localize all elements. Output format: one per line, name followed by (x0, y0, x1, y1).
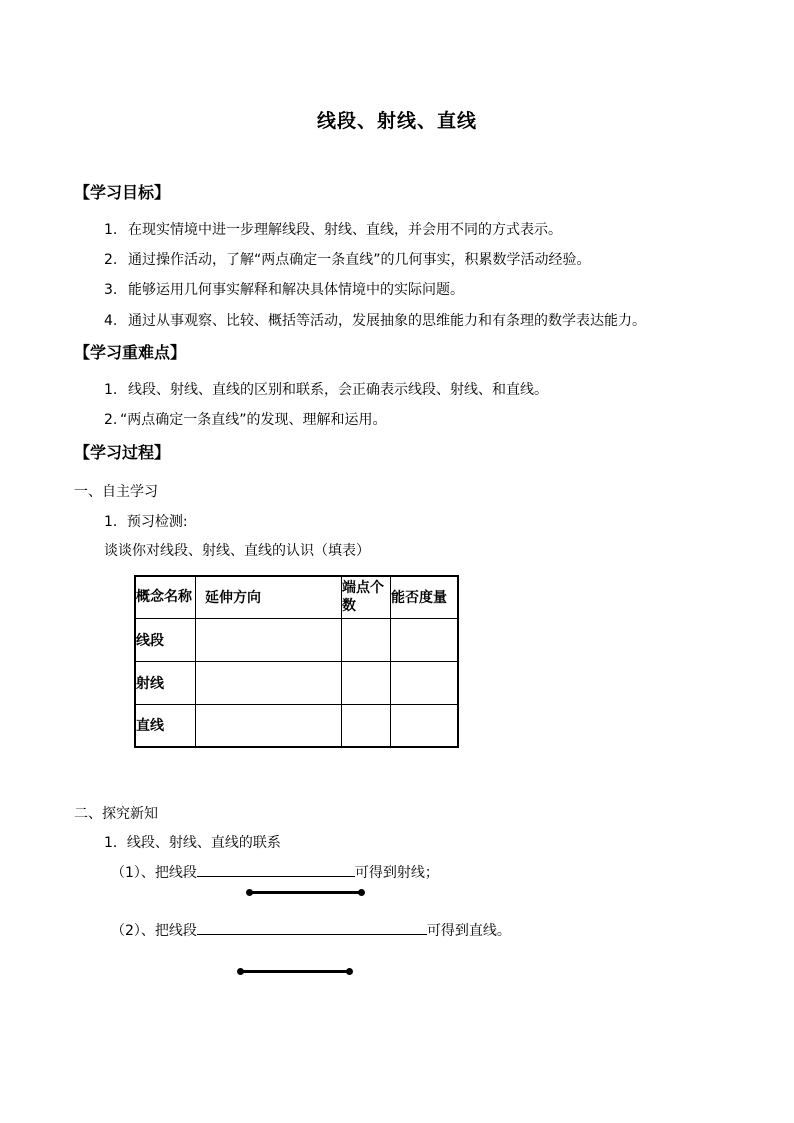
table-row (135, 618, 458, 661)
objective-text: 通过从事观察、比较、概括等活动，发展抽象的思维能力和有条理的数学表达能力。 (128, 313, 646, 329)
table-row-label: 射线 (135, 661, 196, 704)
table-cell-blank[interactable] (196, 661, 342, 704)
answer-blank-1[interactable] (197, 862, 355, 877)
process-heading: 【学习过程】 (74, 443, 171, 462)
key-point-item (104, 409, 387, 429)
key-point-text: 线段、射线、直线的区别和联系，会正确表示线段、射线、和直线。 (128, 382, 548, 398)
key-point-text: “两点确定一条直线”的发现、理解和运用。 (120, 412, 387, 428)
concept-table (134, 575, 459, 748)
objective-num: 4. (104, 313, 118, 329)
table-cell-blank[interactable] (342, 704, 391, 747)
table-row (135, 661, 458, 704)
table-header-cell: 端点个数 (342, 576, 391, 618)
table-cell-blank[interactable] (196, 618, 342, 661)
part2-sub: 1．线段、射线、直线的联系 (104, 835, 281, 851)
part2-title: 二、探究新知 (74, 806, 158, 822)
objective-item (104, 279, 464, 299)
objectives-heading: 【学习目标】 (74, 183, 171, 202)
table-row (135, 704, 458, 747)
question-1-suffix: 可得到射线； (354, 865, 439, 881)
key-point-num: 1. (104, 382, 118, 398)
part1-title: 一、自主学习 (74, 484, 158, 500)
part1-prompt: 谈谈你对线段、射线、直线的认识（填表） (104, 543, 370, 559)
table-row-label: 线段 (135, 618, 196, 661)
table-header-cell: 概念名称 (135, 576, 196, 618)
page-title: 线段、射线、直线 (316, 110, 477, 132)
objective-text: 通过操作活动，了解“两点确定一条直线”的几何事实，积累数学活动经验。 (128, 252, 591, 268)
key-points-heading: 【学习重难点】 (74, 343, 187, 362)
segment-endpoint (346, 968, 353, 975)
objective-num: 1. (104, 222, 118, 238)
table-cell-blank[interactable] (342, 618, 391, 661)
table-row-label: 直线 (135, 704, 196, 747)
table-header-cell: 延伸方向 (196, 576, 342, 618)
key-point-num: 2. (104, 412, 118, 428)
question-2 (111, 920, 511, 940)
segment-bar (249, 891, 362, 894)
segment-bar (240, 970, 350, 973)
objective-num: 3. (104, 282, 118, 298)
objective-item (104, 310, 646, 330)
question-1 (111, 862, 439, 882)
line-segment-figure-1 (249, 886, 362, 898)
part1-sub: 1．预习检测: (104, 514, 188, 530)
table-header-row (135, 576, 458, 618)
objective-item (104, 249, 591, 269)
table-cell-blank[interactable] (391, 661, 459, 704)
objective-item (104, 219, 562, 239)
objective-num: 2. (104, 252, 118, 268)
table-header-cell: 能否度量 (391, 576, 459, 618)
table-cell-blank[interactable] (391, 704, 459, 747)
question-2-suffix: 可得到直线。 (426, 923, 511, 939)
segment-endpoint (358, 889, 365, 896)
objective-text: 能够运用几何事实解释和解决具体情境中的实际问题。 (128, 282, 464, 298)
table-cell-blank[interactable] (391, 618, 459, 661)
line-segment-figure-2 (240, 965, 350, 977)
key-point-item (104, 379, 548, 399)
table-cell-blank[interactable] (196, 704, 342, 747)
question-2-prefix: （2）、把线段 (111, 923, 197, 939)
segment-endpoint (246, 889, 253, 896)
table-cell-blank[interactable] (342, 661, 391, 704)
objective-text: 在现实情境中进一步理解线段、射线、直线，并会用不同的方式表示。 (128, 222, 562, 238)
segment-endpoint (237, 968, 244, 975)
question-1-prefix: （1）、把线段 (111, 865, 197, 881)
answer-blank-2[interactable] (197, 920, 427, 935)
